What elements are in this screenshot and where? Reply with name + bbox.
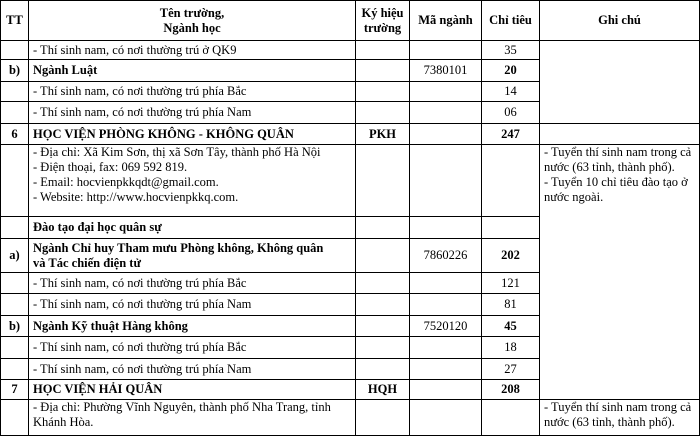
row-name: - Thí sinh nam, có nơi thường trú phía Bắc bbox=[29, 273, 356, 294]
row-quota: 20 bbox=[482, 60, 540, 82]
row-quota: 208 bbox=[482, 380, 540, 400]
header-quota: Chỉ tiêu bbox=[482, 1, 540, 41]
table-row bbox=[1, 124, 700, 145]
row-name: - Thí sinh nam, có nơi thường trú ở QK9 bbox=[29, 41, 356, 60]
header-row bbox=[1, 1, 700, 41]
row-major-code: 7380101 bbox=[410, 60, 482, 82]
table-row bbox=[1, 145, 700, 217]
header-name-line2: Ngành học bbox=[163, 20, 221, 35]
row-quota: 121 bbox=[482, 273, 540, 294]
contact-line: - Địa chỉ: Phường Vĩnh Nguyên, thành phố Nha Trang, tỉnh bbox=[33, 400, 331, 414]
row-tt: b) bbox=[1, 60, 29, 82]
table-row bbox=[1, 41, 700, 60]
row-quota: 247 bbox=[482, 124, 540, 145]
notes-cell-empty bbox=[540, 41, 700, 124]
row-quota: 06 bbox=[482, 102, 540, 124]
contact-info-cell bbox=[29, 145, 356, 217]
row-quota: 14 bbox=[482, 82, 540, 102]
row-name-line2: và Tác chiến điện tử bbox=[33, 255, 141, 270]
contact-line: Khánh Hòa. bbox=[33, 415, 94, 429]
contact-line: - Điện thoại, fax: 069 592 819. bbox=[33, 160, 188, 174]
row-tt: 7 bbox=[1, 380, 29, 400]
row-tt: a) bbox=[1, 239, 29, 273]
row-quota: 81 bbox=[482, 294, 540, 316]
note-line: - Tuyển thí sinh nam trong cả nước (63 tỉnh, thành phố). bbox=[544, 145, 692, 174]
row-name: Đào tạo đại học quân sự bbox=[29, 217, 356, 239]
row-name: Ngành Kỹ thuật Hàng không bbox=[29, 316, 356, 337]
row-quota: 35 bbox=[482, 41, 540, 60]
table-row bbox=[1, 400, 700, 436]
notes-cell bbox=[540, 400, 700, 436]
header-notes: Ghi chú bbox=[540, 1, 700, 41]
row-name: - Thí sinh nam, có nơi thường trú phía Nam bbox=[29, 359, 356, 380]
header-major-code: Mã ngành bbox=[410, 1, 482, 41]
row-tt: 6 bbox=[1, 124, 29, 145]
header-tt: TT bbox=[1, 1, 29, 41]
row-name-line1: Ngành Chỉ huy Tham mưu Phòng không, Không quân bbox=[33, 240, 324, 255]
row-major-code: 7860226 bbox=[410, 239, 482, 273]
header-name-line1: Tên trường, bbox=[159, 5, 225, 20]
note-line: - Tuyển thí sinh nam trong cả bbox=[544, 400, 692, 414]
header-school-code-line1: Ký hiệu bbox=[361, 5, 404, 20]
row-name: HỌC VIỆN HẢI QUÂN bbox=[29, 380, 356, 400]
row-name bbox=[29, 239, 356, 273]
note-line: - Tuyển 10 chỉ tiêu đào tạo ở nước ngoài. bbox=[544, 175, 688, 204]
row-quota: 18 bbox=[482, 337, 540, 359]
notes-cell bbox=[540, 145, 700, 400]
row-name: - Thí sinh nam, có nơi thường trú phía Nam bbox=[29, 294, 356, 316]
row-school-code: PKH bbox=[356, 124, 410, 145]
row-major-code: 7520120 bbox=[410, 316, 482, 337]
header-school-code-line2: trường bbox=[363, 20, 402, 35]
row-name: HỌC VIỆN PHÒNG KHÔNG - KHÔNG QUÂN bbox=[29, 124, 356, 145]
header-school-code bbox=[356, 1, 410, 41]
row-quota: 27 bbox=[482, 359, 540, 380]
note-line: nước (63 tỉnh, thành phố). bbox=[544, 415, 675, 429]
row-school-code: HQH bbox=[356, 380, 410, 400]
contact-line: - Địa chỉ: Xã Kim Sơn, thị xã Sơn Tây, thành phố Hà Nội bbox=[33, 145, 321, 159]
contact-line: - Website: http://www.hocvienpkkq.com. bbox=[33, 190, 239, 204]
row-tt: b) bbox=[1, 316, 29, 337]
row-name: - Thí sinh nam, có nơi thường trú phía Bắc bbox=[29, 82, 356, 102]
row-name: Ngành Luật bbox=[29, 60, 356, 82]
contact-info-cell bbox=[29, 400, 356, 436]
row-quota: 45 bbox=[482, 316, 540, 337]
header-name bbox=[29, 1, 356, 41]
row-name: - Thí sinh nam, có nơi thường trú phía Bắc bbox=[29, 337, 356, 359]
row-quota: 202 bbox=[482, 239, 540, 273]
row-name: - Thí sinh nam, có nơi thường trú phía Nam bbox=[29, 102, 356, 124]
contact-line: - Email: hocvienpkkqdt@gmail.com. bbox=[33, 175, 219, 189]
